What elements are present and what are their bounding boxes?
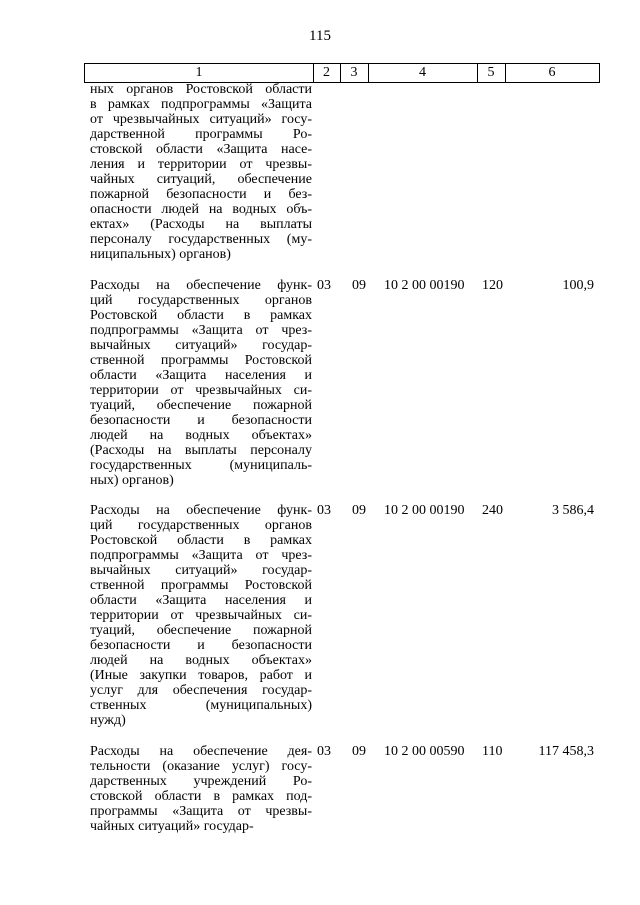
description-line: территории от чрезвычайных си- <box>90 383 312 398</box>
description-line: ственной программы Ростовской <box>90 353 312 368</box>
description-line: Расходы на обеспечение дея- <box>90 744 312 759</box>
description-line: (Расходы на выплаты персоналу <box>90 443 312 458</box>
description-line: ных) органов) <box>90 473 174 488</box>
description-line: услуг для обеспечения государ- <box>90 683 312 698</box>
description-line: (Иные закупки товаров, работ и <box>90 668 312 683</box>
description-line: чайных ситуаций, обеспечение <box>90 172 312 187</box>
header-col-4: 4 <box>419 65 426 80</box>
description-line: программы «Защита от чрезвы- <box>90 804 312 819</box>
description-line: государственных (муниципаль- <box>90 458 312 473</box>
table-header-row <box>84 63 600 83</box>
description-line: дарственной программы Ро- <box>90 127 312 142</box>
subsection-code: 09 <box>352 744 366 759</box>
description-line: от чрезвычайных ситуаций» госу- <box>90 112 312 127</box>
target-article-code: 10 2 00 00190 <box>384 503 465 518</box>
amount: 100,9 <box>562 278 594 293</box>
header-col-6: 6 <box>548 65 556 80</box>
amount: 117 458,3 <box>538 744 594 759</box>
description-line: опасности людей на водных объ- <box>90 202 312 217</box>
target-article-code: 10 2 00 00590 <box>384 744 465 759</box>
description-line: пожарной безопасности и без- <box>90 187 312 202</box>
description-line: стовской области «Защита насе- <box>90 142 312 157</box>
target-article-code: 10 2 00 00190 <box>384 278 465 293</box>
description-line: персоналу государственных (му- <box>90 232 312 247</box>
description-line: ления и территории от чрезвы- <box>90 157 312 172</box>
description-line: территории от чрезвычайных си- <box>90 608 312 623</box>
description-line: Расходы на обеспечение функ- <box>90 278 312 293</box>
subsection-code: 09 <box>352 503 366 518</box>
description-line: ственной программы Ростовской <box>90 578 312 593</box>
section-code: 03 <box>317 503 331 518</box>
description-line: Расходы на обеспечение функ- <box>90 503 312 518</box>
description-line: Ростовской области в рамках <box>90 533 312 548</box>
row-description <box>90 278 312 488</box>
section-code: 03 <box>317 278 331 293</box>
description-line: тельности (оказание услуг) госу- <box>90 759 312 774</box>
header-col-2: 2 <box>323 65 330 80</box>
description-line: безопасности и безопасности <box>90 413 312 428</box>
row-description <box>90 82 312 262</box>
subsection-code: 09 <box>352 278 366 293</box>
description-line: вычайных ситуаций» государ- <box>90 563 312 578</box>
description-line: вычайных ситуаций» государ- <box>90 338 312 353</box>
header-col-1: 1 <box>195 65 203 80</box>
budget-table <box>84 63 600 834</box>
description-line: людей на водных объектах» <box>90 428 312 443</box>
row-description <box>90 503 312 728</box>
description-line: ций государственных органов <box>90 518 312 533</box>
description-line: в рамках подпрограммы «Защита <box>90 97 312 112</box>
description-line: ектах» (Расходы на выплаты <box>90 217 312 232</box>
description-line: ственных (муниципальных) <box>90 698 312 713</box>
amount: 3 586,4 <box>552 503 594 518</box>
description-line: Ростовской области в рамках <box>90 308 312 323</box>
description-line: области «Защита населения и <box>90 368 312 383</box>
description-line: ниципальных) органов) <box>90 247 231 262</box>
section-code: 03 <box>317 744 331 759</box>
description-line: чайных ситуаций» государ- <box>90 819 254 834</box>
expense-type-code: 240 <box>482 503 503 518</box>
header-col-5: 5 <box>487 65 495 80</box>
description-line: безопасности и безопасности <box>90 638 312 653</box>
description-line: туаций, обеспечение пожарной <box>90 623 312 638</box>
description-line: стовской области в рамках под- <box>90 789 312 804</box>
expense-type-code: 110 <box>482 744 503 759</box>
description-line: туаций, обеспечение пожарной <box>90 398 312 413</box>
header-col-3: 3 <box>350 65 358 80</box>
page-number: 115 <box>309 28 331 44</box>
description-line: подпрограммы «Защита от чрез- <box>90 548 312 563</box>
description-line: дарственных учреждений Ро- <box>90 774 312 789</box>
expense-type-code: 120 <box>482 278 503 293</box>
row-description <box>90 744 312 834</box>
description-line: подпрограммы «Защита от чрез- <box>90 323 312 338</box>
description-line: ных органов Ростовской области <box>90 82 312 97</box>
description-line: области «Защита населения и <box>90 593 312 608</box>
description-line: ций государственных органов <box>90 293 312 308</box>
description-line: людей на водных объектах» <box>90 653 312 668</box>
description-line: нужд) <box>90 713 126 728</box>
